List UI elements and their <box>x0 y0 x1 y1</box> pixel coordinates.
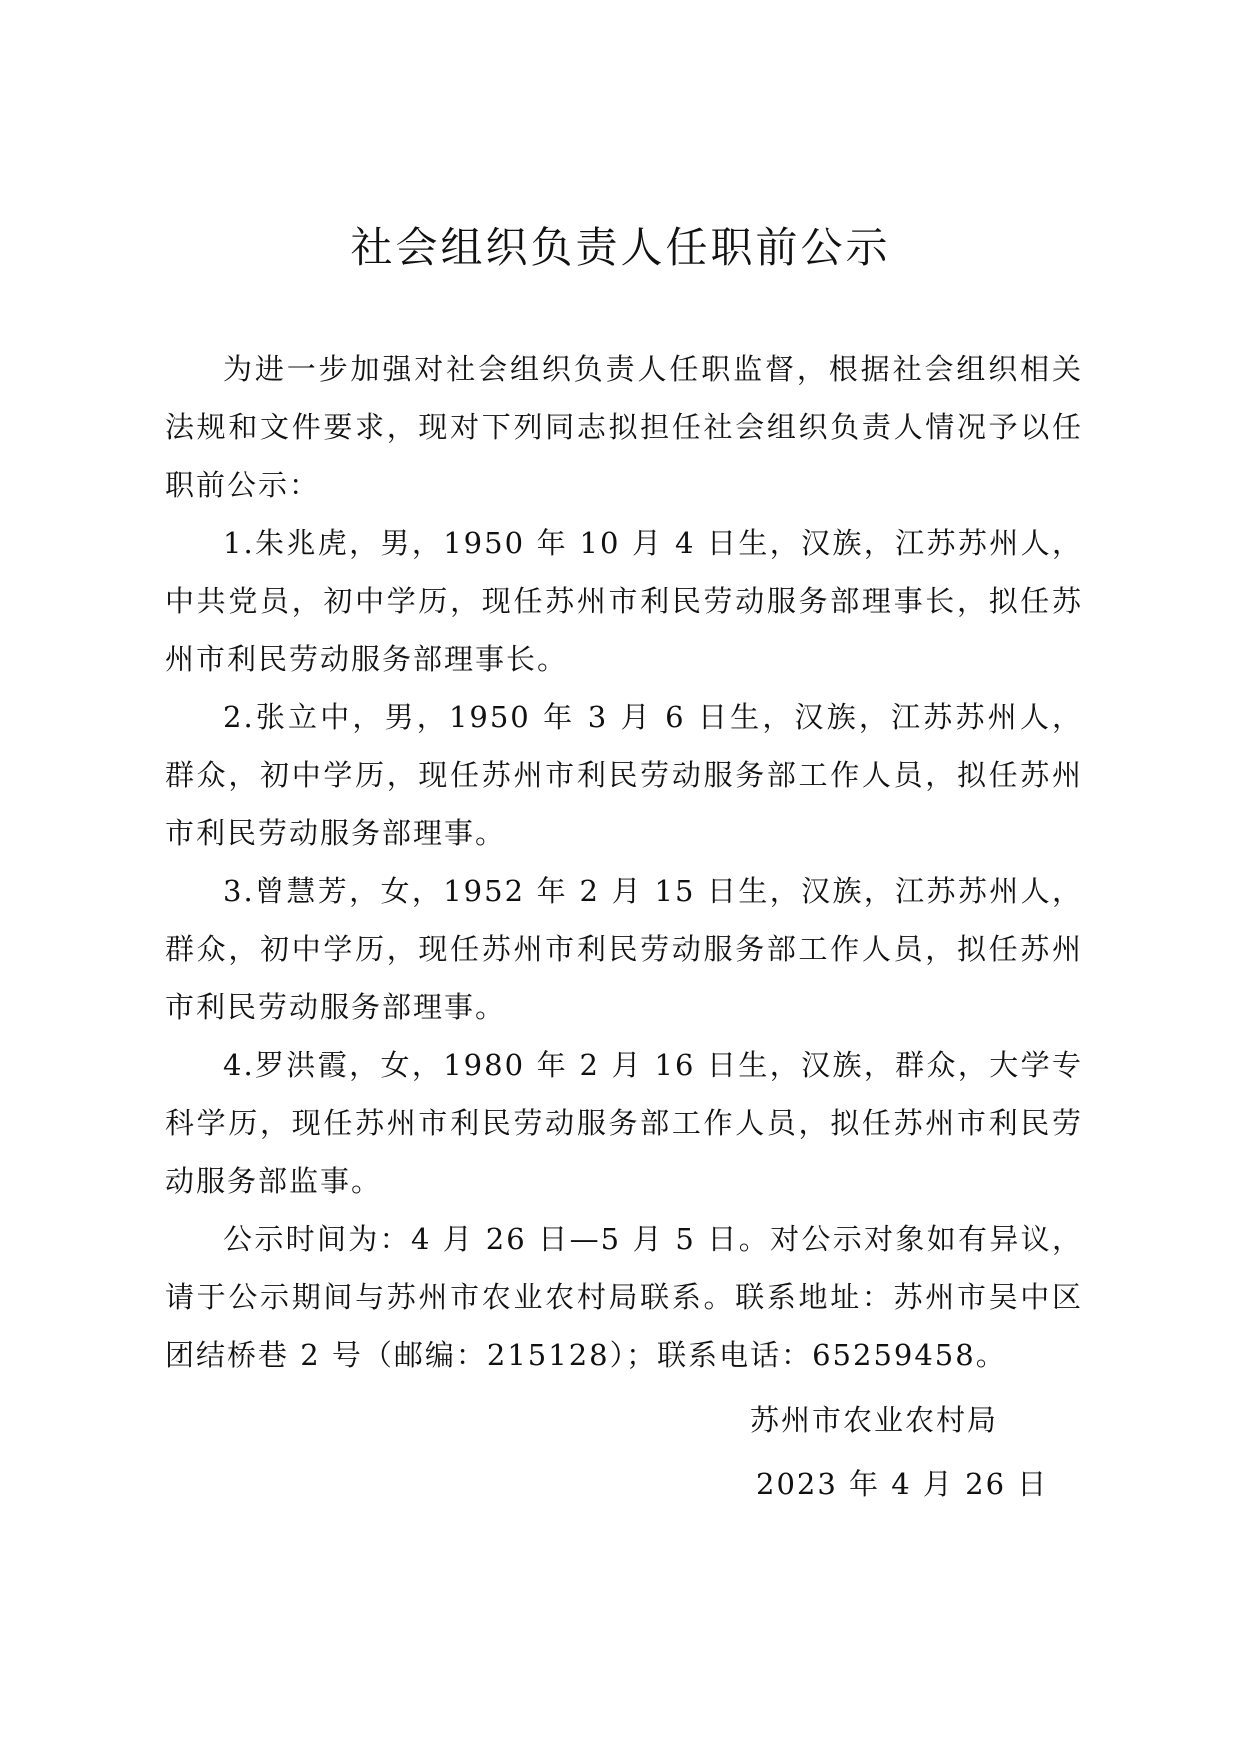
document-body <box>165 340 1083 1384</box>
candidate-item-4: 4.罗洪霞，女，1980 年 2 月 16 日生，汉族，群众，大学专科学历，现任苏州市利民劳动服务部工作人员，拟任苏州市利民劳动服务部监事。 <box>165 1048 1083 1198</box>
intro-paragraph: 为进一步加强对社会组织负责人任职监督，根据社会组织相关法规和文件要求，现对下列同志拟担任社会组织负责人情况予以任职前公示： <box>165 352 1083 502</box>
signature-block <box>720 1388 1050 1516</box>
candidate-item-3: 3.曾慧芳，女，1952 年 2 月 15 日生，汉族，江苏苏州人，群众，初中学历，现任苏州市利民劳动服务部工作人员，拟任苏州市利民劳动服务部理事。 <box>165 874 1083 1024</box>
candidate-item-2: 2.张立中，男，1950 年 3 月 6 日生，汉族，江苏苏州人，群众，初中学历，现任苏州市利民劳动服务部工作人员，拟任苏州市利民劳动服务部理事。 <box>165 700 1083 850</box>
signature-organization: 苏州市农业农村局 <box>750 1403 999 1437</box>
candidate-item-1: 1.朱兆虎，男，1950 年 10 月 4 日生，汉族，江苏苏州人，中共党员，初中学历，现任苏州市利民劳动服务部理事长，拟任苏州市利民劳动服务部理事长。 <box>165 526 1083 676</box>
document-title: 社会组织负责人任职前公示 <box>350 223 891 272</box>
signature-date: 2023 年 4 月 26 日 <box>756 1467 1049 1501</box>
notice-paragraph: 公示时间为：4 月 26 日—5 月 5 日。对公示对象如有异议，请于公示期间与苏州市农业农村局联系。联系地址：苏州市吴中区团结桥巷 2 号（邮编：215128）；联系电话：65259458。 <box>165 1222 1083 1372</box>
